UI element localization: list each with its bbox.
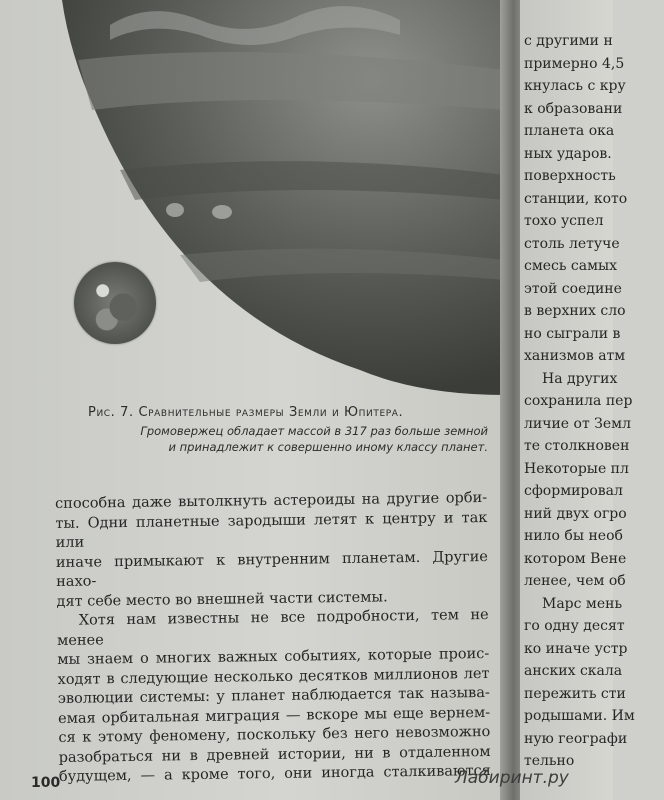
right-page-line: но сыграли в [524,325,621,342]
right-page-line: ленее, чем об [524,573,626,589]
right-page-line: этой соедине [524,280,622,297]
right-page-line: ных ударов. [524,145,612,162]
caption-text [88,423,488,455]
right-page-line: смесь самых [524,258,618,274]
right-page-line: ханизмов атм [524,348,626,364]
right-page-line: поверхность [524,168,616,184]
earth-planet [74,262,156,344]
right-page-line: сформировал [524,483,623,499]
body-text [55,489,491,788]
text-line: ты. Одни планетные зародыши летят к центру и так или [55,509,488,551]
caption-line: и принадлежит к совершенно иному классу планет. [168,440,488,454]
right-page-line: родышами. Им [524,708,635,724]
right-page-line: тохо успел [524,213,604,229]
text-line: Хотя нам известны не все подробности, тем не менее [56,606,489,649]
right-page-line: те столкновен [524,438,630,454]
right-page-line: анских скала [524,663,623,679]
right-page-line: ную географи [524,730,628,747]
right-page-line: нило бы необ [524,528,623,544]
right-page-line: планета ока [524,123,615,139]
text-line: способна даже вытолкнуть астероиды на другие орби- [55,489,488,512]
text-line: дят себе место во внешней части системы. [56,588,388,610]
right-page-line: личие от Земл [524,415,631,432]
right-page-text [524,30,664,773]
text-line: эволюции системы: у планет наблюдается так называ- [57,684,490,707]
right-page-line: примерно 4,5 [524,55,625,72]
text-line: ходят в следующие несколько десятков миллионов лет [57,665,490,688]
page-number: 100 [31,775,61,791]
right-page-line: Некоторые пл [524,460,629,477]
right-page-line: котором Вене [524,550,627,567]
caption-line: Громовержец обладает массой в 317 раз больше земной [140,424,488,438]
right-page-line: На других [542,370,618,387]
right-page-line: с другими н [524,33,613,49]
jupiter-earth-figure [0,0,520,420]
jupiter-spot [166,203,184,217]
figure-caption [88,405,488,455]
text-line: мы знаем о многих важных событиях, которые проис- [57,645,490,668]
text-line: будущем, — а кроме того, они иногда сталкиваются [58,762,492,785]
right-page-line: к образовани [524,100,623,117]
right-page-line: кнулась с кру [524,78,626,94]
caption-title: Рис. 7. Сравнительные размеры Земли и Юпитера. [88,405,404,420]
text-line: емая орбитальная миграция — вскоре мы еще вернем- [58,704,491,727]
right-page-line: ний двух огро [524,505,627,522]
right-page-line: столь летуче [524,235,620,252]
jupiter-spot [212,205,232,219]
right-page-line: сохранила пер [524,393,633,409]
watermark: Лабиринт.ру [455,768,569,788]
text-line: ся к этому феномену, поскольку без него невозможно [58,723,491,746]
right-page [520,0,635,800]
right-page-line: пережить сти [524,685,626,702]
right-page-line: в верхних сло [524,303,626,319]
right-page-line: ко иначе устр [524,640,628,657]
right-page-line: го одну десят [524,618,625,634]
right-page-line: тельно [524,753,575,769]
right-page-line: Марс мень [542,595,623,612]
right-page-line: станции, кото [524,190,628,207]
text-line: иначе примыкают к внутренним планетам. Другие нахо- [55,548,489,590]
text-line: разобраться ни в древней истории, ни в отдаленном [58,743,491,766]
